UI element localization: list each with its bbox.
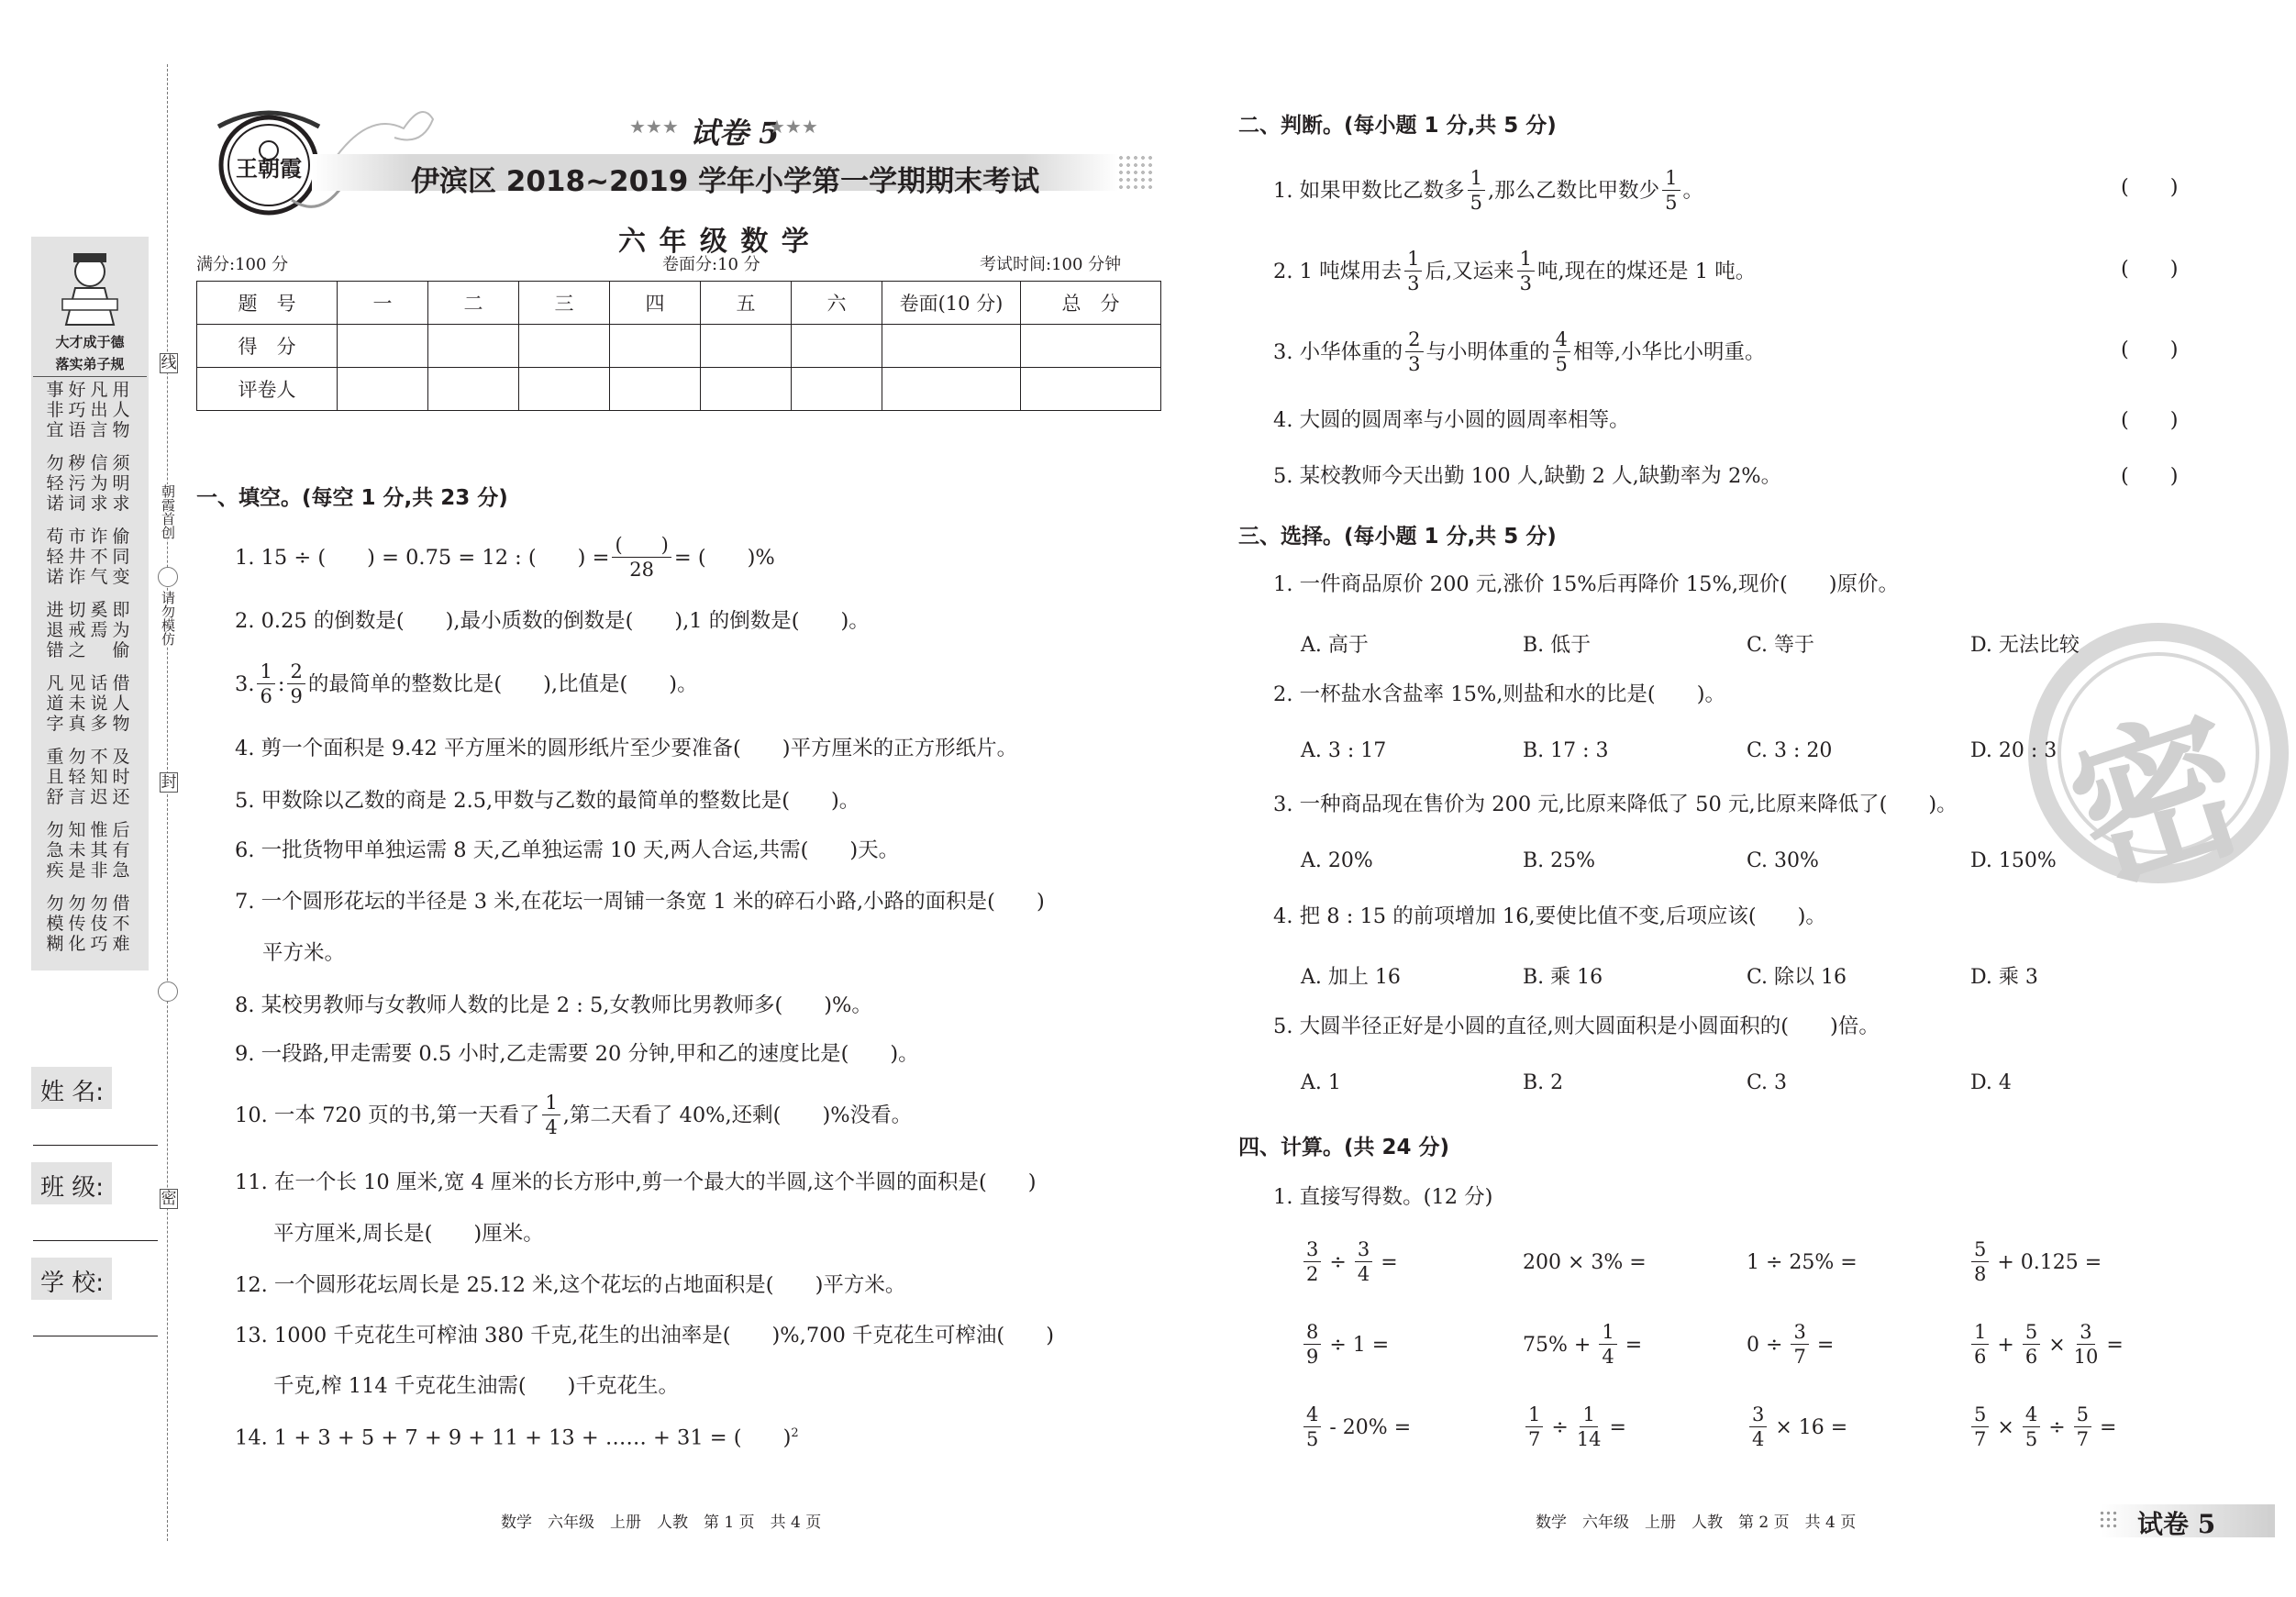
table-header-cell: 一 (338, 282, 428, 325)
judge-q2 (1273, 250, 1756, 294)
calc-item (1301, 1323, 1389, 1367)
fill-q14 (235, 1427, 799, 1448)
choice-q2: 2. 一杯盐水含盐率 15%,则盐和水的比是( )。 (1273, 682, 1725, 706)
choice-option[interactable]: B. 17 : 3 (1523, 739, 1609, 762)
q-text: 3. (235, 671, 255, 696)
choice-option[interactable]: B. 低于 (1523, 634, 1592, 657)
table-header-cell: 五 (701, 282, 792, 325)
frac-den: 5 (1665, 192, 1678, 214)
motto-column: 用人物 (112, 380, 130, 440)
answer-paren[interactable]: ( ) (2121, 338, 2179, 361)
score-row (197, 325, 1161, 368)
calc-item: 1 ÷ 25% = (1747, 1251, 1858, 1274)
frac-den: 5 (1306, 1428, 1319, 1450)
paper-badge: 试卷 5 (2137, 1509, 2216, 1539)
fill-q13-cont: 千克,榨 114 千克花生油需( )千克花生。 (273, 1374, 679, 1398)
frac-num: 1 (1525, 1405, 1543, 1427)
answer-paren[interactable]: ( ) (2121, 464, 2179, 488)
choice-q3: 3. 一种商品现在售价为 200 元,比原来降低了 50 元,比原来降低了( )。 (1273, 793, 1958, 816)
frac-num: 2 (1405, 330, 1423, 352)
frac-num: 3 (1355, 1240, 1372, 1262)
binding-hole-icon (158, 567, 178, 587)
motto-column: 苟轻诺 (46, 527, 64, 587)
frac-num: 1 (1580, 1405, 1597, 1427)
stamp-char: 密 (2049, 682, 2267, 918)
frac-den: 5 (2024, 1428, 2038, 1450)
frac-num: 4 (1303, 1405, 1321, 1427)
fill-q10 (235, 1093, 912, 1137)
frac-den: 4 (1357, 1263, 1370, 1285)
motto-column: 切戒之 (68, 600, 86, 660)
score-cell[interactable] (428, 325, 519, 368)
q-text: 后,又运来 (1425, 259, 1514, 283)
choice-option[interactable]: A. 加上 16 (1301, 966, 1401, 989)
operator: = (1381, 1250, 1398, 1274)
fill-q13: 13. 1000 千克花生可榨油 380 千克,花生的出油率是( )%,700 千克花生可榨油( ) (235, 1324, 1054, 1347)
choice-option[interactable]: A. 20% (1301, 849, 1373, 872)
section4-title: 四、计算。(共 24 分) (1238, 1136, 1450, 1159)
choice-option[interactable]: D. 20 : 3 (1970, 739, 2058, 762)
q-text: ,那么乙数比甲数少 (1488, 178, 1660, 203)
calc-sub1: 1. 直接写得数。(12 分) (1273, 1185, 1493, 1209)
frac-num: 4 (1553, 330, 1570, 352)
frac-den: 28 (629, 559, 655, 581)
q-text: 1. 15 ÷ ( ) = 0.75 = 12 : ( ) = (235, 545, 610, 570)
fill-q2: 2. 0.25 的倒数是( ),最小质数的倒数是( ),1 的倒数是( )。 (235, 609, 870, 633)
frac-den: 9 (290, 685, 303, 707)
motto-column: 勿伎巧 (90, 893, 108, 954)
frac-den: 8 (1974, 1263, 1987, 1285)
motto-column: 及时还 (112, 747, 130, 807)
margin-word-brand: 朝霞首创 (160, 484, 176, 539)
score-cell[interactable] (701, 325, 792, 368)
table-header-cell: 题 号 (197, 282, 338, 325)
motto-panel (31, 237, 149, 970)
calc-item: 200 × 3% = (1523, 1251, 1647, 1274)
fill-q6: 6. 一批货物甲单独运需 8 天,乙单独运需 10 天,两人合运,共需( )天。 (235, 838, 900, 862)
motto-column: 借人物 (112, 673, 130, 734)
fill-q3 (235, 662, 698, 706)
q-text: 吨,现在的煤还是 1 吨。 (1537, 259, 1757, 283)
score-cell[interactable] (792, 325, 882, 368)
motto-column: 勿急疾 (46, 820, 64, 881)
calc-item (1747, 1323, 1834, 1367)
operator: = (1625, 1333, 1643, 1357)
fill-q9: 9. 一段路,甲走需要 0.5 小时,乙走需要 20 分钟,甲和乙的速度比是( )。 (235, 1042, 919, 1066)
frac-den: 3 (1519, 272, 1532, 294)
grader-cell[interactable] (1021, 368, 1161, 411)
motto-column: 重且舒 (46, 747, 64, 807)
frac-num: 8 (1303, 1323, 1321, 1345)
frac-den: 6 (2024, 1346, 2038, 1368)
margin-word-line: 线 (161, 354, 177, 372)
motto-column: 话说多 (90, 673, 108, 734)
full-score: 满分:100 分 (196, 255, 289, 274)
operator: + (1997, 1333, 2014, 1357)
choice-option[interactable]: D. 150% (1970, 849, 2057, 872)
score-cell[interactable] (519, 325, 610, 368)
fill-q12: 12. 一个圆形花坛周长是 25.12 米,这个花坛的占地面积是( )平方米。 (235, 1273, 906, 1297)
calc-item (1301, 1240, 1398, 1284)
footer-right: 数学 六年级 上册 人教 第 2 页 共 4 页 (1536, 1514, 1857, 1532)
motto-column: 信为求 (90, 453, 108, 514)
frac-den: 5 (1555, 353, 1568, 375)
motto-column: 即为偷 (112, 600, 130, 660)
class-field[interactable] (33, 1240, 158, 1241)
dot-pattern (1117, 154, 1154, 191)
choice-option[interactable]: C. 30% (1747, 849, 1819, 872)
name-label: 姓 名: (40, 1079, 105, 1106)
motto-column: 惟其非 (90, 820, 108, 881)
q-text: ÷ 1 = (1329, 1333, 1390, 1357)
q-text: 75% + (1523, 1333, 1592, 1357)
score-cell[interactable] (882, 325, 1021, 368)
q-text: 相等,小华比小明重。 (1572, 339, 1766, 364)
q-text: 2. 1 吨煤用去 (1273, 259, 1403, 283)
choice-option[interactable]: D. 乘 3 (1970, 966, 2038, 989)
fill-q8: 8. 某校男教师与女教师人数的比是 2 : 5,女教师比男教师多( )%。 (235, 993, 872, 1017)
frac-den: 7 (1974, 1428, 1987, 1450)
neat-score: 卷面分:10 分 (662, 255, 760, 274)
motto-column: 后有急 (112, 820, 130, 881)
fill-q4: 4. 剪一个面积是 9.42 平方厘米的圆形纸片至少要准备( )平方厘米的正方形纸片。 (235, 737, 1018, 760)
school-label: 学 校: (40, 1270, 105, 1297)
choice-option[interactable]: C. 3 (1747, 1071, 1788, 1094)
operator: = (2100, 1415, 2117, 1439)
operator: = (1816, 1333, 1835, 1357)
motto-column: 勿传化 (68, 893, 86, 954)
choice-option[interactable]: A. 高于 (1301, 634, 1369, 657)
frac-den: 7 (1528, 1428, 1541, 1450)
motto-column: 秽污词 (68, 453, 86, 514)
margin-word-seal: 封 (161, 773, 177, 792)
motto-column: 勿轻诺 (46, 453, 64, 514)
choice-option[interactable]: B. 2 (1523, 1071, 1564, 1094)
motto-column: 见未真 (68, 673, 86, 734)
score-cell[interactable] (1021, 325, 1161, 368)
score-cell[interactable] (338, 325, 428, 368)
frac-num: 5 (1971, 1240, 1989, 1262)
choice-option[interactable]: C. 除以 16 (1747, 966, 1847, 989)
grader-cell[interactable] (428, 368, 519, 411)
q-text: - 20% = (1329, 1415, 1412, 1439)
frac-den: 3 (1408, 353, 1421, 375)
calc-item (1969, 1405, 2116, 1449)
motto-column: 偷同变 (112, 527, 130, 587)
operator: = (1609, 1415, 1626, 1439)
frac-den: 2 (1306, 1263, 1319, 1285)
frac-den: 9 (1306, 1346, 1319, 1368)
table-header-cell: 四 (610, 282, 701, 325)
choice-q4: 4. 把 8 : 15 的前项增加 16,要使比值不变,后项应该( )。 (1273, 904, 1826, 928)
frac-den: 14 (1576, 1428, 1602, 1450)
frac-den: 7 (1793, 1346, 1806, 1368)
choice-option[interactable]: A. 3 : 17 (1301, 739, 1387, 762)
frac-num: 5 (2074, 1405, 2091, 1427)
operator: × (1997, 1415, 2014, 1439)
operator: ÷ (2048, 1415, 2066, 1439)
judge-q1 (1273, 169, 1703, 213)
calc-item (1523, 1405, 1626, 1449)
frac-num: 1 (1517, 250, 1535, 272)
motto-column: 知未是 (68, 820, 86, 881)
section1-title: 一、填空。(每空 1 分,共 23 分) (196, 486, 508, 510)
q-text: = ( )% (673, 545, 775, 570)
frac-den: 5 (1470, 192, 1482, 214)
table-header-cell: 六 (792, 282, 882, 325)
grader-cell[interactable] (610, 368, 701, 411)
section3-title: 三、选择。(每小题 1 分,共 5 分) (1238, 525, 1557, 549)
margin-word-warning: 请勿模仿 (160, 591, 176, 646)
score-table-header (197, 282, 1161, 325)
q-text: ,第二天看了 40%,还剩( )%没看。 (562, 1103, 913, 1127)
calc-item (1301, 1405, 1411, 1449)
calc-item (1523, 1323, 1642, 1367)
exam-time: 考试时间:100 分钟 (980, 255, 1122, 274)
fill-q7-cont: 平方米。 (262, 941, 346, 965)
motto-column: 勿轻言 (68, 747, 86, 807)
row-label: 得 分 (197, 325, 338, 368)
score-table (196, 281, 1161, 411)
q-text: 1. 如果甲数比乙数多 (1273, 178, 1465, 203)
operator: = (2106, 1333, 2124, 1357)
answer-paren[interactable]: ( ) (2121, 257, 2179, 281)
motto-column: 市井诈 (68, 527, 86, 587)
motto-column: 进退错 (46, 600, 64, 660)
operator: ÷ (1329, 1250, 1347, 1274)
dot-pattern (2099, 1510, 2119, 1530)
frac-num: 1 (257, 662, 274, 684)
frac-den: 10 (2073, 1346, 2099, 1368)
frac-num: 1 (542, 1093, 560, 1115)
answer-paren[interactable]: ( ) (2121, 408, 2179, 432)
subject-title: 六 年 级 数 学 (618, 226, 811, 258)
class-label: 班 级: (40, 1174, 105, 1202)
q-text: 14. 1 + 3 + 5 + 7 + 9 + 11 + 13 + …… + 31 = ( ) (235, 1425, 792, 1450)
stars-right: ★★★ (769, 116, 818, 138)
choice-option[interactable]: C. 3 : 20 (1747, 739, 1833, 762)
q-text: : (277, 671, 285, 696)
motto-column: 勿模糊 (46, 893, 64, 954)
table-header-cell: 三 (519, 282, 610, 325)
choice-option[interactable]: A. 1 (1301, 1071, 1341, 1094)
choice-option[interactable]: B. 25% (1523, 849, 1596, 872)
choice-option[interactable]: B. 乘 16 (1523, 966, 1603, 989)
motto-column: 奚焉 (90, 600, 108, 640)
motto-column: 凡道字 (46, 673, 64, 734)
superscript: 2 (791, 1426, 799, 1440)
frac-num: ( ) (612, 536, 671, 558)
frac-den: 4 (545, 1116, 558, 1138)
frac-num: 3 (1791, 1323, 1808, 1345)
margin-word-secret: 密 (161, 1190, 177, 1208)
motto-column: 诈不气 (90, 527, 108, 587)
grader-cell[interactable] (519, 368, 610, 411)
grader-cell[interactable] (338, 368, 428, 411)
frac-num: 5 (2023, 1323, 2040, 1345)
table-header-cell: 二 (428, 282, 519, 325)
table-header-cell: 总 分 (1021, 282, 1161, 325)
frac-num: 1 (1662, 169, 1680, 191)
choice-option[interactable]: D. 无法比较 (1970, 634, 2080, 657)
footer-left: 数学 六年级 上册 人教 第 1 页 共 4 页 (501, 1514, 822, 1532)
motto-column: 不知迟 (90, 747, 108, 807)
fill-q1 (235, 536, 775, 580)
motto-top: 大才成于德 (55, 334, 125, 350)
frac-num: 1 (1468, 169, 1485, 191)
q-text: × 16 = (1775, 1415, 1848, 1439)
operator: × (2048, 1333, 2066, 1357)
table-header-cell: 卷面(10 分) (882, 282, 1021, 325)
brand-logo-text: 王朝霞 (236, 155, 302, 182)
calc-item (1969, 1323, 2124, 1367)
frac-den: 4 (1602, 1346, 1614, 1368)
calc-item (1747, 1405, 1847, 1449)
frac-num: 1 (1404, 250, 1422, 272)
q-text: 与小明体重的 (1425, 339, 1550, 364)
frac-den: 6 (260, 685, 272, 707)
q-text: 0 ÷ (1747, 1333, 1783, 1357)
choice-option[interactable]: C. 等于 (1747, 634, 1815, 657)
choice-option[interactable]: D. 4 (1970, 1071, 2012, 1094)
fill-q11-cont: 平方厘米,周长是( )厘米。 (273, 1222, 544, 1246)
frac-den: 7 (2076, 1428, 2089, 1450)
q-text: 的最简单的整数比是( ),比值是( )。 (307, 671, 698, 696)
choice-q5: 5. 大圆半径正好是小圆的直径,则大圆面积是小圆面积的( )倍。 (1273, 1015, 1880, 1038)
judge-q4: 4. 大圆的圆周率与小圆的圆周率相等。 (1273, 408, 1630, 432)
grader-row (197, 368, 1161, 411)
frac-num: 1 (1971, 1323, 1989, 1345)
choice-q1: 1. 一件商品原价 200 元,涨价 15%后再降价 15%,现价( )原价。 (1273, 572, 1900, 596)
calc-item (1969, 1240, 2102, 1284)
grader-cell[interactable] (792, 368, 882, 411)
q-text: 3. 小华体重的 (1273, 339, 1403, 364)
q-text: 。 (1682, 178, 1704, 203)
binding-hole-icon (158, 981, 178, 1002)
frac-num: 3 (2077, 1323, 2094, 1345)
frac-den: 4 (1752, 1428, 1765, 1450)
frac-num: 5 (1971, 1405, 1989, 1427)
binding-line (167, 64, 168, 1541)
motto-sub: 落实弟子规 (55, 356, 125, 372)
grader-cell[interactable] (701, 368, 792, 411)
name-field[interactable] (33, 1145, 158, 1146)
motto-column: 凡出言 (90, 380, 108, 440)
frac-num: 3 (1749, 1405, 1767, 1427)
paper-label: 试卷 5 (690, 116, 780, 150)
motto-column: 好巧语 (68, 380, 86, 440)
frac-den: 3 (1407, 272, 1420, 294)
frac-num: 4 (2023, 1405, 2040, 1427)
frac-num: 1 (1599, 1323, 1616, 1345)
frac-den: 6 (1974, 1346, 1987, 1368)
grader-cell[interactable] (882, 368, 1021, 411)
score-cell[interactable] (610, 325, 701, 368)
frac-num: 3 (1303, 1240, 1321, 1262)
fill-q7: 7. 一个圆形花坛的半径是 3 米,在花坛一周铺一条宽 1 米的碎石小路,小路的面积是( ) (235, 890, 1045, 914)
stars-left: ★★★ (629, 116, 679, 138)
row-label: 评卷人 (197, 368, 338, 411)
fill-q11: 11. 在一个长 10 厘米,宽 4 厘米的长方形中,剪一个最大的半圆,这个半圆的面积是( ) (235, 1170, 1037, 1194)
q-text: 10. 一本 720 页的书,第一天看了 (235, 1103, 540, 1127)
judge-q5: 5. 某校教师今天出勤 100 人,缺勤 2 人,缺勤率为 2%。 (1273, 464, 1782, 488)
motto-column: 须明求 (112, 453, 130, 514)
operator: ÷ (1551, 1415, 1569, 1439)
motto-column: 事非宜 (46, 380, 64, 440)
fill-q5: 5. 甲数除以乙数的商是 2.5,甲数与乙数的最简单的整数比是( )。 (235, 789, 860, 813)
frac-num: 2 (287, 662, 305, 684)
q-text: + 0.125 = (1997, 1250, 2102, 1274)
answer-paren[interactable]: ( ) (2121, 175, 2179, 199)
scholar-figure-icon (53, 244, 127, 327)
motto-column: 借不难 (112, 893, 130, 954)
exam-title: 伊滨区 2018~2019 学年小学第一学期期末考试 (411, 165, 1040, 198)
judge-q3 (1273, 330, 1766, 374)
section2-title: 二、判断。(每小题 1 分,共 5 分) (1238, 114, 1557, 138)
